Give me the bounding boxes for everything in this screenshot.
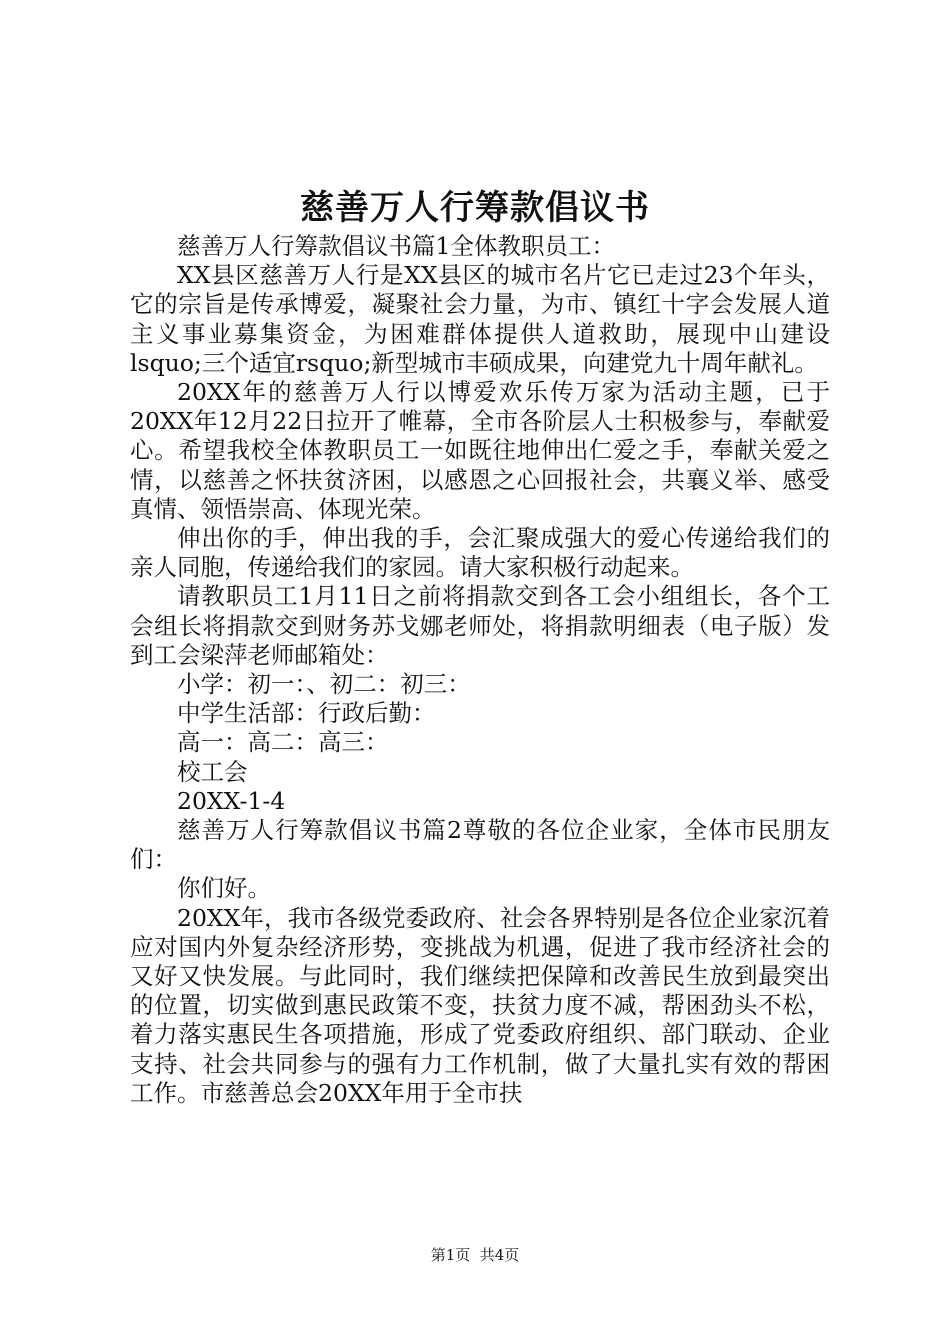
paragraph: 慈善万人行筹款倡议书篇1全体教职员工： <box>177 232 615 260</box>
paragraph: 中学生活部：行政后勤： <box>177 699 436 728</box>
paragraph: 请教职员工1月11日之前将捐款交到各工会小组组长，各个工会组长将捐款交到财务苏戈娜老师处，将捐款明细表（电子版）发到工会梁萍老师邮箱处： <box>130 582 830 669</box>
page-number: 第1页 共4页 <box>430 1246 520 1264</box>
paragraph: 你们好。 <box>177 874 271 903</box>
paragraph: 20XX年，我市各级党委政府、社会各界特别是各位企业家沉着应对国内外复杂经济形势，变挑战为机遇，促进了我市经济社会的又好又快发展。与此同时，我们继续把保障和改善民生放到最突出的位置，切实做到惠民政策不变，扶贫力度不减，帮困劲头不松，着力落实惠民生各项措施，形成了党委政府组织、部门联动、企业支持、社会共同参与的强有力工作机制，做了大量扎实有效的帮困工作。市慈善总会20XX年用于全市扶 <box>130 903 830 1107</box>
paragraph: 高一：高二：高三： <box>177 728 389 757</box>
paragraph: XX县区慈善万人行是XX县区的城市名片它已走过23个年头，它的宗旨是传承博爱，凝聚社会力量，为市、镇红十字会发展人道主义事业募集资金，为困难群体提供人道救助，展现中山建设lsquo;三个适宜rsquo;新型城市丰硕成果，向建党九十周年献礼。 <box>130 261 830 377</box>
paragraph: 慈善万人行筹款倡议书篇2尊敬的各位企业家，全体市民朋友们： <box>130 816 830 874</box>
paragraph: 20XX-1-4 <box>177 786 286 815</box>
document-body <box>130 232 830 1108</box>
paragraph: 20XX年的慈善万人行以博爱欢乐传万家为活动主题，已于20XX年12月22日拉开了帷幕，全市各阶层人士积极参与，奉献爱心。希望我校全体教职员工一如既往地伸出仁爱之手，奉献关爱之情，以慈善之怀扶贫济困，以感恩之心回报社会，共襄义举、感受真情、领悟崇高、体现光荣。 <box>130 378 830 523</box>
paragraph: 小学：初一：、初二：初三： <box>177 670 471 699</box>
paragraph: 校工会 <box>177 757 248 786</box>
page-footer <box>0 1245 950 1265</box>
document-title: 慈善万人行筹款倡议书 <box>300 188 650 228</box>
paragraph: 伸出你的手，伸出我的手，会汇聚成强大的爱心传递给我们的亲人同胞，传递给我们的家园。请大家积极行动起来。 <box>130 524 830 582</box>
